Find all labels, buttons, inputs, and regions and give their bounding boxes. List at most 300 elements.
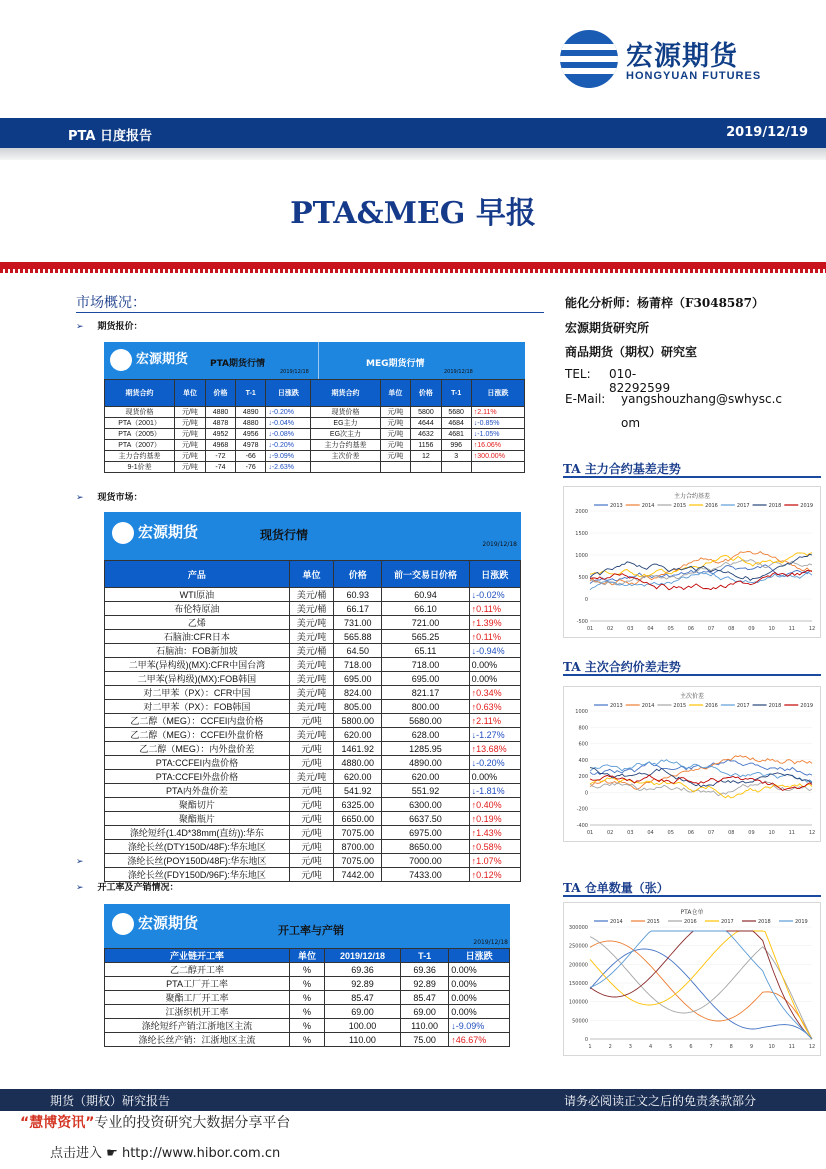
ops-cell: %: [290, 1019, 325, 1033]
spot-cell: 对二甲苯（PX）：FOB韩国: [105, 700, 290, 714]
futures-table-logo: 宏源期货: [110, 348, 188, 371]
warrant-chart: [563, 902, 821, 1056]
spot-cell: 0.00%: [469, 672, 520, 686]
spot-cell: 布伦特原油: [105, 602, 290, 616]
spot-cell: ↑1.39%: [469, 616, 520, 630]
spot-cell: 4890.00: [382, 756, 469, 770]
report-type: PTA 日度报告: [68, 129, 152, 144]
futures-cell: 元/吨: [175, 440, 206, 451]
series-line: [590, 937, 812, 1039]
legend-label: 2019: [800, 503, 814, 509]
spot-cell: ↑0.63%: [469, 700, 520, 714]
basis-chart-svg: [564, 487, 820, 637]
bullet-empty: ➢: [76, 857, 84, 867]
page-title: PTA&MEG 早报: [290, 196, 536, 231]
futures-cell: ↓-0.85%: [471, 418, 524, 429]
spot-cell: 8650.00: [382, 840, 469, 854]
spot-cell: 620.00: [382, 770, 469, 784]
x-tick-label: 1: [588, 1044, 592, 1050]
ops-cell: %: [290, 977, 325, 991]
futures-cell: [441, 462, 471, 473]
spot-cell: 620.00: [334, 728, 382, 742]
brand-globe-icon: [560, 30, 618, 88]
futures-col-header: T-1: [236, 380, 266, 407]
spot-row: [105, 686, 521, 700]
legend-label: 2015: [647, 919, 660, 925]
x-tick-label: 12: [808, 830, 816, 836]
spot-header-row: [105, 561, 521, 588]
spot-cell: 65.11: [382, 644, 469, 658]
x-tick-label: 7: [709, 1044, 713, 1050]
spot-cell: 5680.00: [382, 714, 469, 728]
futures-cell: ↓-9.09%: [266, 451, 311, 462]
futures-cell: 主次价差: [311, 451, 380, 462]
ops-row: [105, 1019, 510, 1033]
report-topbar: [0, 118, 826, 148]
chart-title: 主力合约基差: [673, 493, 711, 500]
y-tick-label: 200000: [568, 962, 588, 969]
futures-cell: 4952: [205, 429, 235, 440]
futures-cell: EG主力: [311, 418, 380, 429]
ops-cell: 0.00%: [449, 977, 510, 991]
spot-col-header: 单位: [289, 561, 333, 588]
spot-cell: PTA:CCFEI内盘价格: [105, 756, 290, 770]
futures-cell: -76: [236, 462, 266, 473]
spot-row: [105, 784, 521, 798]
futures-cell: ↓-0.04%: [266, 418, 311, 429]
futures-table: [104, 379, 525, 473]
futures-cell: 元/吨: [175, 418, 206, 429]
ops-cell: 乙二醇开工率: [105, 963, 290, 977]
meg-futures-title: MEG期货行情: [366, 359, 425, 369]
email-label: E-Mail:: [565, 392, 606, 406]
legend-label: 2013: [610, 503, 623, 509]
futures-cell: 4684: [441, 418, 471, 429]
x-tick-label: 12: [808, 626, 816, 632]
ops-cell: ↑46.67%: [449, 1033, 510, 1047]
futures-cell: 元/吨: [175, 451, 206, 462]
futures-cell: ↑2.11%: [471, 407, 524, 418]
spot-table-logo: 宏源期货: [112, 521, 198, 544]
ops-cell: 江浙织机开工率: [105, 1005, 290, 1019]
ops-cell: 110.00: [325, 1033, 401, 1047]
ops-date: 2019/12/18: [473, 939, 508, 946]
spot-cell: ↑1.43%: [469, 826, 520, 840]
footer-bar: [0, 1089, 826, 1111]
futures-row: [105, 440, 525, 451]
futures-cell: PTA（2007）: [105, 440, 175, 451]
x-tick-label: 8: [729, 1044, 733, 1050]
hibor-link[interactable]: http://www.hibor.com.cn: [121, 1146, 281, 1161]
futures-cell: 5800: [411, 407, 441, 418]
spot-cell: 0.00%: [469, 658, 520, 672]
red-divider-dots: [0, 269, 826, 273]
ops-cell: 85.47: [325, 991, 401, 1005]
spot-row: [105, 826, 521, 840]
spot-row: [105, 630, 521, 644]
spot-cell: 0.00%: [469, 770, 520, 784]
spot-cell: 元/吨: [289, 756, 333, 770]
y-tick-label: 300000: [568, 925, 588, 931]
spot-cell: 800.00: [382, 700, 469, 714]
legend-label: 2017: [736, 503, 750, 509]
spot-cell: 美元/桶: [289, 644, 333, 658]
series-line: [590, 756, 812, 790]
ops-cell: 92.89: [400, 977, 448, 991]
futures-cell: [380, 462, 411, 473]
spot-cell: ↓-0.20%: [469, 756, 520, 770]
basis-chart: [563, 486, 821, 638]
spot-cell: 6975.00: [382, 826, 469, 840]
legend-label: 2014: [610, 919, 623, 925]
legend-label: 2014: [641, 503, 655, 509]
spot-cell: ↑2.11%: [469, 714, 520, 728]
bullet-futures: ➢ 期货报价：: [76, 322, 143, 332]
spot-row: [105, 728, 521, 742]
legend-label: 2016: [705, 503, 718, 509]
spot-cell: ↓-1.27%: [469, 728, 520, 742]
spot-cell: 6637.50: [382, 812, 469, 826]
x-tick-label: 11: [788, 626, 796, 632]
pta-futures-title: PTA期货行情: [210, 359, 266, 369]
ops-cell: 涤纶长丝产销：江浙地区主流: [105, 1033, 290, 1047]
futures-cell: 4890: [236, 407, 266, 418]
spot-cell: 821.17: [382, 686, 469, 700]
x-tick-label: 07: [707, 626, 715, 632]
spot-cell: PTA:CCFEI外盘价格: [105, 770, 290, 784]
ops-cell: %: [290, 991, 325, 1005]
ops-table-logo: 宏源期货: [112, 912, 198, 935]
spot-cell: 7075.00: [334, 854, 382, 868]
futures-cell: 现货价格: [105, 407, 175, 418]
y-tick-label: 2000: [575, 509, 588, 515]
spot-cell: 乙二醇（MEG）：CCFEI内盘价格: [105, 714, 290, 728]
futures-cell: 4878: [205, 418, 235, 429]
spot-cell: 美元/吨: [289, 616, 333, 630]
spread-chart: [563, 686, 821, 842]
x-tick-label: 12: [808, 1044, 816, 1050]
x-tick-label: 02: [606, 626, 614, 632]
futures-cell: 4978: [236, 440, 266, 451]
spot-cell: 元/吨: [289, 812, 333, 826]
spot-row: [105, 854, 521, 868]
spot-row: [105, 742, 521, 756]
spot-cell: 元/吨: [289, 840, 333, 854]
x-tick-label: 09: [748, 830, 755, 836]
spot-row: [105, 644, 521, 658]
legend-label: 2018: [758, 919, 771, 925]
chart-title: 主次价差: [679, 693, 705, 700]
ops-table: [104, 948, 510, 1047]
futures-header-row: [105, 380, 525, 407]
spot-row: [105, 756, 521, 770]
basis-chart-heading: TA 主力合约基差走势: [563, 458, 821, 478]
brand-name-cn: 宏源期货: [626, 41, 738, 72]
spot-row: [105, 770, 521, 784]
x-tick-label: 05: [667, 830, 674, 836]
spot-title: 现货行情: [260, 528, 309, 542]
ops-header-row: [105, 949, 510, 963]
report-date: 2019/12/19: [726, 125, 808, 140]
bullet-spot: ➢ 现货市场：: [76, 493, 143, 503]
spot-cell: ↑0.34%: [469, 686, 520, 700]
pta-futures-date: 2019/12/18: [280, 369, 309, 375]
x-tick-label: 01: [586, 626, 594, 632]
spot-cell: 6300.00: [382, 798, 469, 812]
y-tick-label: -400: [576, 823, 588, 829]
spot-cell: 60.94: [382, 588, 469, 602]
spot-cell: 元/吨: [289, 714, 333, 728]
footer-right: 请务必阅读正文之后的免责条款部分: [563, 1094, 756, 1108]
futures-cell: -66: [236, 451, 266, 462]
spot-cell: 565.25: [382, 630, 469, 644]
x-tick-label: 5: [669, 1044, 673, 1050]
spot-cell: 美元/吨: [289, 728, 333, 742]
spot-cell: 涤纶长丝(FDY150D/96F):华东地区: [105, 868, 290, 882]
spot-cell: 对二甲苯（PX）：CFR中国: [105, 686, 290, 700]
futures-cell: 9-1价差: [105, 462, 175, 473]
futures-col-header: T-1: [441, 380, 471, 407]
spot-cell: ↑0.40%: [469, 798, 520, 812]
bullet-ops: ➢ 开工率及产销情况：: [76, 883, 179, 893]
spot-cell: 聚酯切片: [105, 798, 290, 812]
series-line: [590, 931, 812, 1039]
futures-cell: 3: [441, 451, 471, 462]
ops-col-header: 产业链开工率: [105, 949, 290, 963]
futures-table-header: [104, 342, 525, 379]
spot-cell: PTA内外盘价差: [105, 784, 290, 798]
y-tick-label: 0: [584, 597, 588, 603]
spot-col-header: 价格: [334, 561, 382, 588]
spot-cell: 乙二醇（MEG）：内外盘价差: [105, 742, 290, 756]
spot-cell: ↑13.68%: [469, 742, 520, 756]
spot-cell: 元/吨: [289, 798, 333, 812]
ops-cell: PTA工厂开工率: [105, 977, 290, 991]
ops-row: [105, 991, 510, 1005]
x-tick-label: 05: [667, 626, 674, 632]
x-tick-label: 06: [687, 626, 695, 632]
y-tick-label: 100000: [568, 999, 588, 1006]
topbar-shadow: [0, 148, 826, 160]
x-tick-label: 01: [586, 830, 594, 836]
ops-cell: 0.00%: [449, 963, 510, 977]
email-value-cont: om: [621, 416, 641, 430]
legend-label: 2017: [736, 703, 750, 709]
futures-row: [105, 462, 525, 473]
brand-name-en: HONGYUAN FUTURES: [626, 70, 762, 82]
futures-row: [105, 429, 525, 440]
futures-col-header: 价格: [205, 380, 235, 407]
ops-col-header: 2019/12/18: [325, 949, 401, 963]
spot-cell: ↓-0.94%: [469, 644, 520, 658]
futures-cell: 元/吨: [175, 407, 206, 418]
futures-cell: ↓-0.08%: [266, 429, 311, 440]
ops-cell: ↓-9.09%: [449, 1019, 510, 1033]
warrant-chart-heading: TA 仓单数量（张）: [563, 877, 821, 897]
futures-cell: 主力合约基差: [105, 451, 175, 462]
spot-cell: 涤纶长丝(POY150D/48F):华东地区: [105, 854, 290, 868]
ops-cell: 92.89: [325, 977, 401, 991]
spot-cell: 6325.00: [334, 798, 382, 812]
futures-cell: [311, 462, 380, 473]
x-tick-label: 03: [627, 830, 634, 836]
ops-table-header: [104, 904, 510, 948]
footer-link-line: [50, 1142, 280, 1161]
y-tick-label: 1000: [575, 709, 588, 715]
spot-row: [105, 812, 521, 826]
meg-futures-date: 2019/12/18: [444, 369, 473, 375]
spot-cell: 731.00: [334, 616, 382, 630]
ops-cell: 100.00: [325, 1019, 401, 1033]
series-line: [590, 760, 812, 783]
spot-cell: 1461.92: [334, 742, 382, 756]
spot-cell: ↑0.19%: [469, 812, 520, 826]
futures-cell: 现货价格: [311, 407, 380, 418]
spot-cell: 7000.00: [382, 854, 469, 868]
spot-cell: ↑1.07%: [469, 854, 520, 868]
red-divider: [0, 262, 826, 269]
ops-cell: 0.00%: [449, 1005, 510, 1019]
spot-row: [105, 658, 521, 672]
spot-cell: 824.00: [334, 686, 382, 700]
spot-cell: 66.17: [334, 602, 382, 616]
spot-cell: 二甲苯(异构级)(MX):CFR中国台湾: [105, 658, 290, 672]
y-tick-label: 500: [578, 575, 588, 581]
x-tick-label: 09: [748, 626, 755, 632]
x-tick-label: 06: [687, 830, 695, 836]
spot-cell: 美元/吨: [289, 658, 333, 672]
legend-label: 2016: [684, 919, 697, 925]
y-tick-label: 800: [578, 725, 588, 732]
spot-date: 2019/12/18: [482, 541, 517, 548]
futures-cell: 1156: [411, 440, 441, 451]
spot-cell: ↑0.58%: [469, 840, 520, 854]
ops-row: [105, 1033, 510, 1047]
series-line: [590, 781, 812, 796]
futures-cell: -74: [205, 462, 235, 473]
spot-cell: 64.50: [334, 644, 382, 658]
spot-col-header: 产品: [105, 561, 290, 588]
legend-label: 2013: [610, 703, 623, 709]
analyst-dept: 商品期货（期权）研究室: [565, 345, 698, 359]
spot-cell: 二甲苯(异构级)(MX):FOB韩国: [105, 672, 290, 686]
legend-label: 2017: [721, 919, 734, 925]
spot-cell: 66.10: [382, 602, 469, 616]
x-tick-label: 6: [689, 1044, 693, 1050]
pointer-icon: ☛: [106, 1146, 118, 1161]
x-tick-label: 11: [788, 830, 796, 836]
spot-cell: 6650.00: [334, 812, 382, 826]
ops-cell: %: [290, 1005, 325, 1019]
ops-cell: 69.00: [325, 1005, 401, 1019]
analyst-tel: [565, 367, 671, 395]
spot-cell: 721.00: [382, 616, 469, 630]
spot-row: [105, 798, 521, 812]
x-tick-label: 04: [647, 626, 654, 632]
spot-row: [105, 840, 521, 854]
futures-cell: 4632: [411, 429, 441, 440]
y-tick-label: 150000: [568, 981, 588, 987]
spot-col-header: 前一交易日价格: [382, 561, 469, 588]
ops-col-header: 日涨跌: [449, 949, 510, 963]
promo-text: 专业的投资研究大数据分享平台: [94, 1115, 291, 1131]
ops-row: [105, 963, 510, 977]
spot-cell: 1285.95: [382, 742, 469, 756]
warrant-chart-svg: [564, 903, 820, 1055]
link-prefix: 点击进入: [50, 1146, 103, 1161]
x-tick-label: 10: [768, 830, 775, 836]
x-tick-label: 9: [749, 1044, 754, 1050]
analyst-name: 能化分析师：杨莆梓（F3048587）: [565, 296, 764, 310]
ops-cell: 涤纶短纤产销:江浙地区主流: [105, 1019, 290, 1033]
futures-cell: 元/吨: [380, 451, 411, 462]
x-tick-label: 4: [648, 1044, 653, 1050]
y-tick-label: -200: [576, 806, 588, 813]
futures-cell: 4880: [236, 418, 266, 429]
spot-cell: 7433.00: [382, 868, 469, 882]
y-tick-label: 200: [578, 774, 588, 781]
bullet-arrow-icon: ➢: [76, 883, 84, 893]
futures-cell: 996: [441, 440, 471, 451]
futures-row: [105, 418, 525, 429]
futures-cell: -72: [205, 451, 235, 462]
futures-col-header: 价格: [411, 380, 441, 407]
x-tick-label: 3: [628, 1044, 632, 1050]
spot-cell: 美元/吨: [289, 672, 333, 686]
futures-cell: 5680: [441, 407, 471, 418]
spot-cell: 石脑油:CFR日本: [105, 630, 290, 644]
spread-chart-svg: [564, 687, 820, 841]
spot-cell: ↑0.11%: [469, 602, 520, 616]
futures-cell: 4681: [441, 429, 471, 440]
y-tick-label: 400: [578, 757, 588, 764]
ops-cell: 75.00: [400, 1033, 448, 1047]
legend-label: 2015: [673, 503, 687, 509]
futures-col-header: 期货合约: [105, 380, 175, 407]
analyst-email: [565, 392, 782, 406]
ops-cell: 110.00: [400, 1019, 448, 1033]
futures-cell: 元/吨: [380, 440, 411, 451]
x-tick-label: 10: [768, 1044, 775, 1050]
futures-col-header: 单位: [380, 380, 411, 407]
x-tick-label: 10: [768, 626, 775, 632]
brand-logo: [560, 30, 770, 90]
ops-cell: 69.36: [325, 963, 401, 977]
futures-cell: 元/吨: [175, 429, 206, 440]
x-tick-label: 08: [728, 830, 735, 836]
futures-row: [105, 407, 525, 418]
futures-cell: 4968: [205, 440, 235, 451]
spot-cell: 元/吨: [289, 868, 333, 882]
spot-cell: 541.92: [334, 784, 382, 798]
email-value[interactable]: yangshouzhang@swhysc.c: [621, 392, 782, 406]
spot-cell: 7075.00: [334, 826, 382, 840]
spot-cell: 元/吨: [289, 784, 333, 798]
spot-row: [105, 714, 521, 728]
futures-cell: PTA（2001）: [105, 418, 175, 429]
ops-col-header: 单位: [290, 949, 325, 963]
spot-cell: 7442.00: [334, 868, 382, 882]
futures-cell: 元/吨: [380, 418, 411, 429]
spot-row: [105, 616, 521, 630]
y-tick-label: 600: [578, 741, 588, 748]
spot-cell: 美元/桶: [289, 602, 333, 616]
legend-label: 2018: [768, 703, 782, 709]
y-tick-label: -500: [576, 619, 588, 625]
ops-cell: %: [290, 963, 325, 977]
x-tick-label: 2: [608, 1044, 612, 1050]
spot-cell: 美元/吨: [289, 700, 333, 714]
